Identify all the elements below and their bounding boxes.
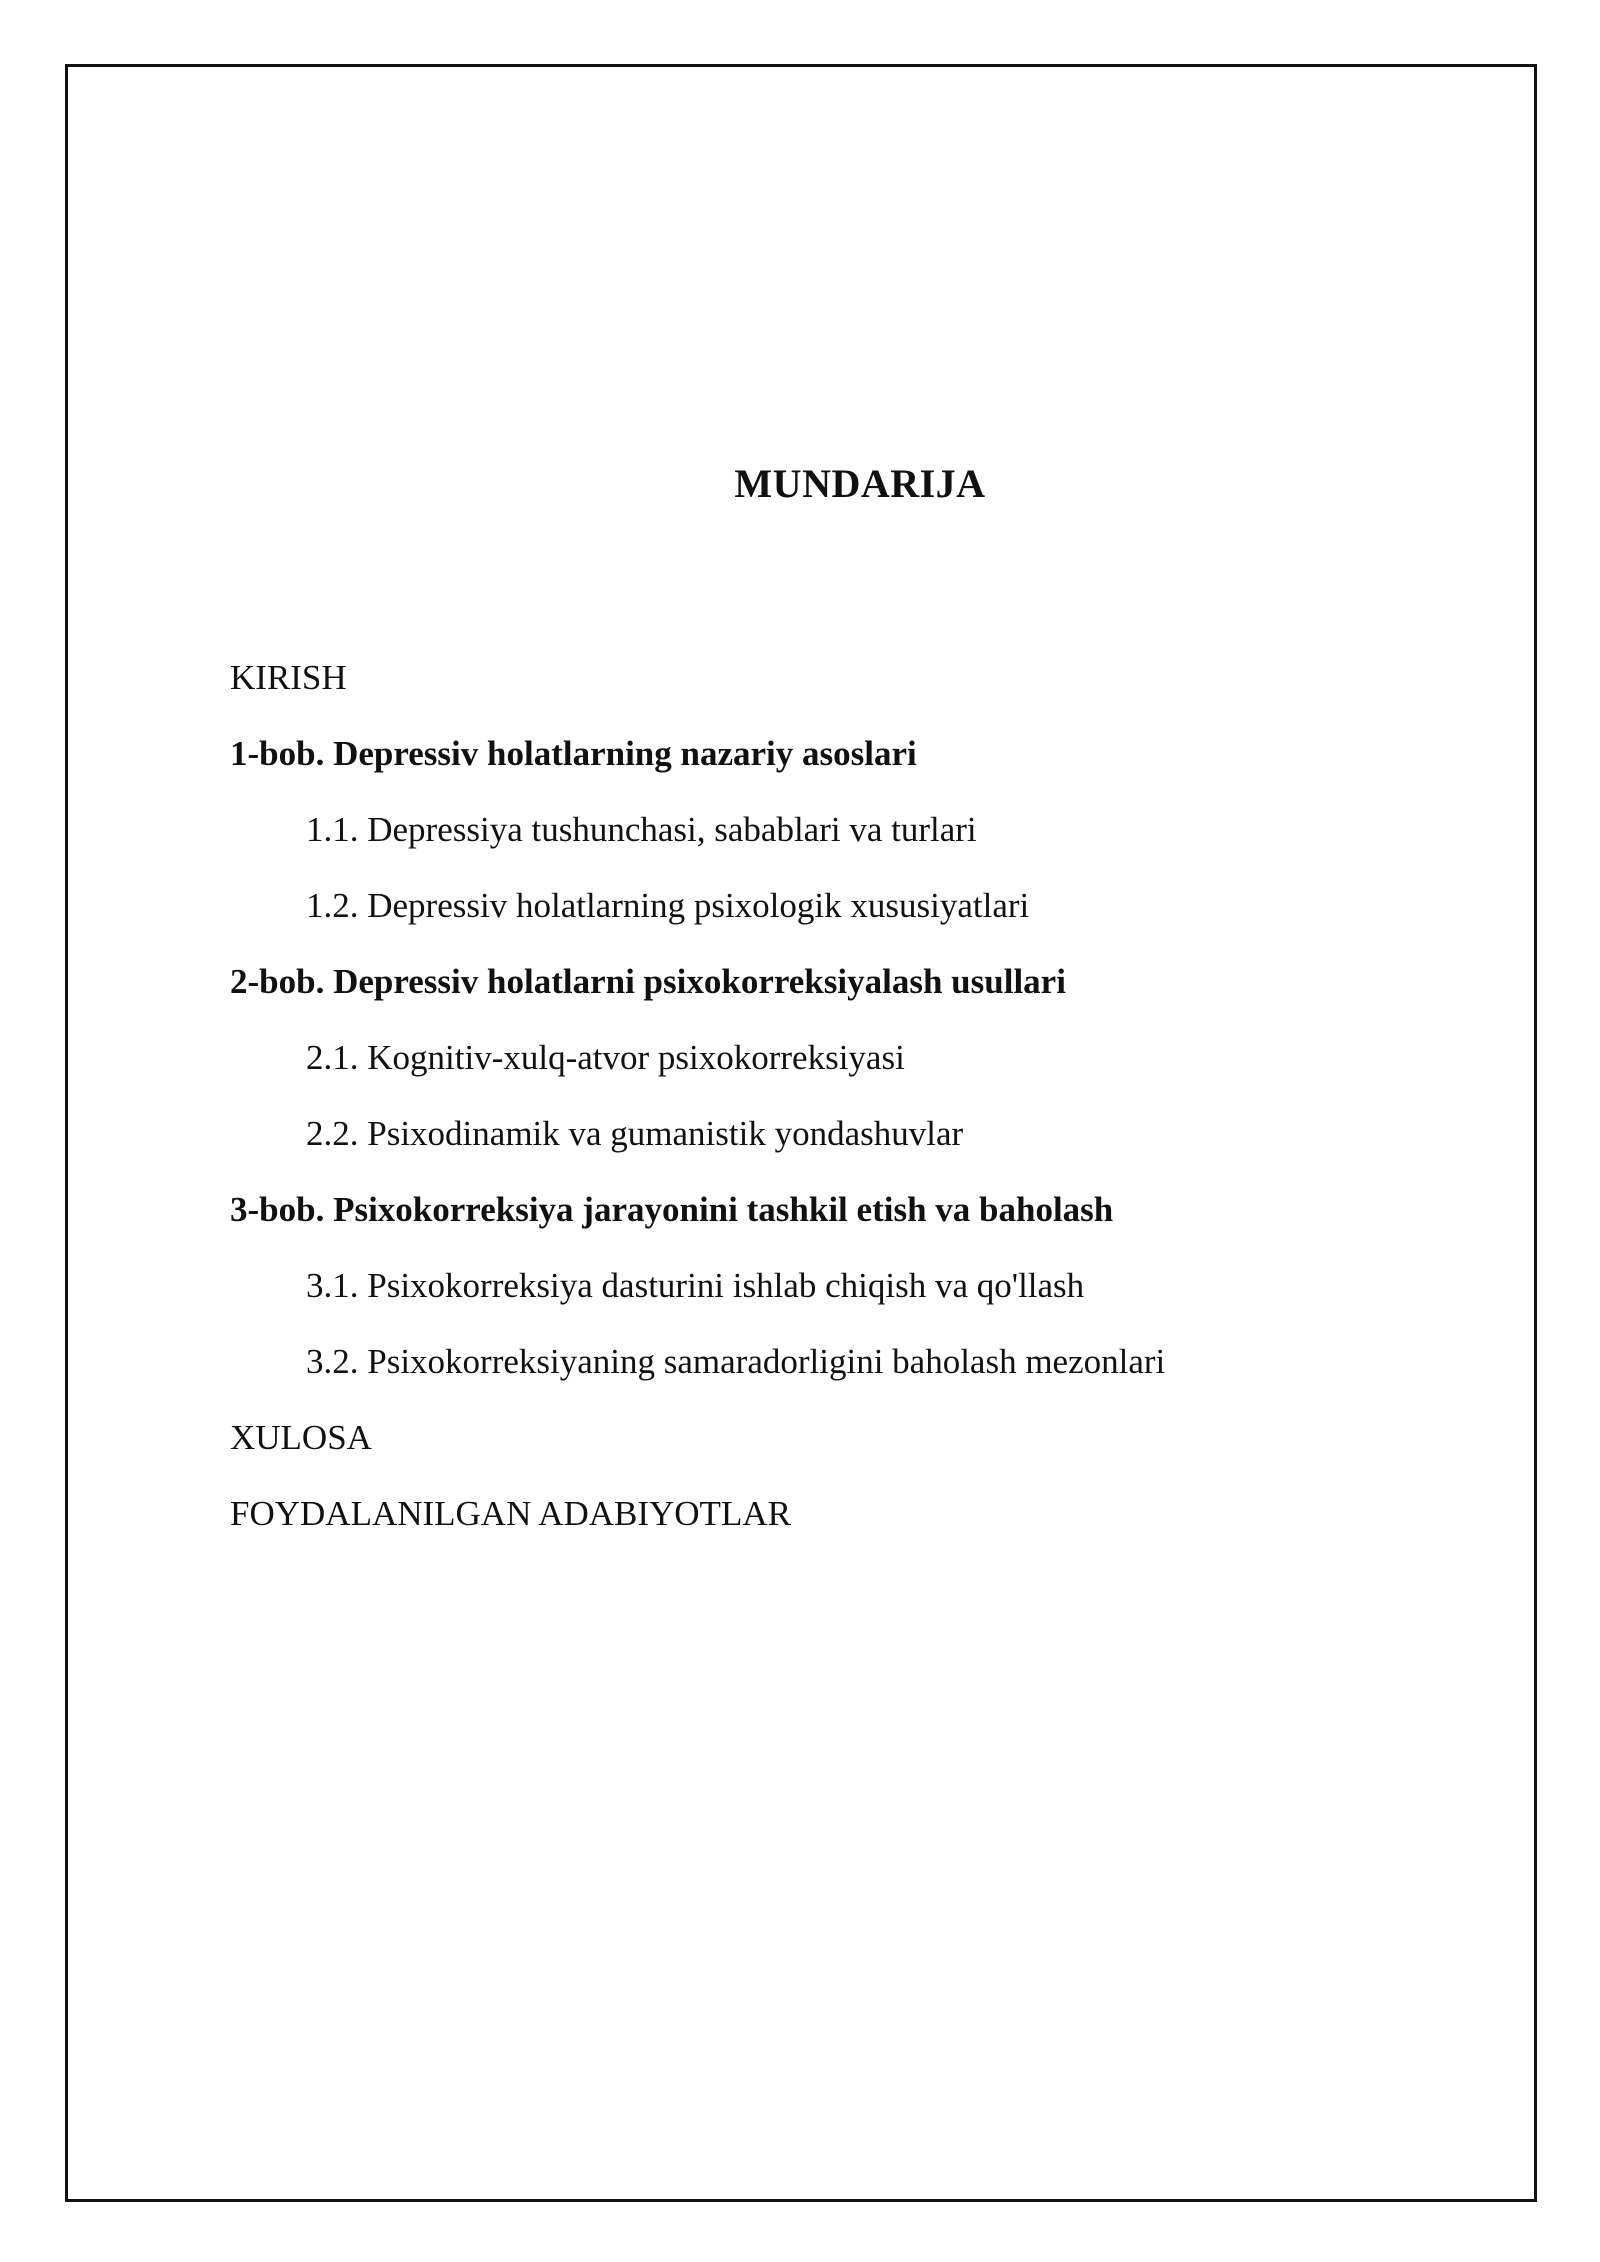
toc-item-conclusion: XULOSA (230, 1418, 372, 1457)
toc-item-introduction: KIRISH (230, 658, 347, 697)
toc-chapter-2: 2-bob. Depressiv holatlarni psixokorreksiyalash usullari (230, 962, 1066, 1001)
toc-item-references: FOYDALANILGAN ADABIYOTLAR (230, 1494, 791, 1533)
toc-section-1-2: 1.2. Depressiv holatlarning psixologik xususiyatlari (306, 886, 1030, 925)
toc-section-1-1: 1.1. Depressiya tushunchasi, sabablari va turlari (306, 810, 977, 849)
toc-section-2-1: 2.1. Kognitiv-xulq-atvor psixokorreksiyasi (306, 1038, 905, 1077)
table-of-contents (230, 640, 1480, 1552)
toc-section-3-2: 3.2. Psixokorreksiyaning samaradorligini baholash mezonlari (306, 1342, 1166, 1381)
toc-section-3-1: 3.1. Psixokorreksiya dasturini ishlab chiqish va qo'llash (306, 1266, 1085, 1305)
toc-section-2-2: 2.2. Psixodinamik va gumanistik yondashuvlar (306, 1114, 964, 1153)
page-title: MUNDARIJA (734, 461, 986, 506)
toc-chapter-1: 1-bob. Depressiv holatlarning nazariy asoslari (230, 734, 917, 773)
toc-chapter-3: 3-bob. Psixokorreksiya jarayonini tashkil etish va baholash (230, 1190, 1114, 1229)
